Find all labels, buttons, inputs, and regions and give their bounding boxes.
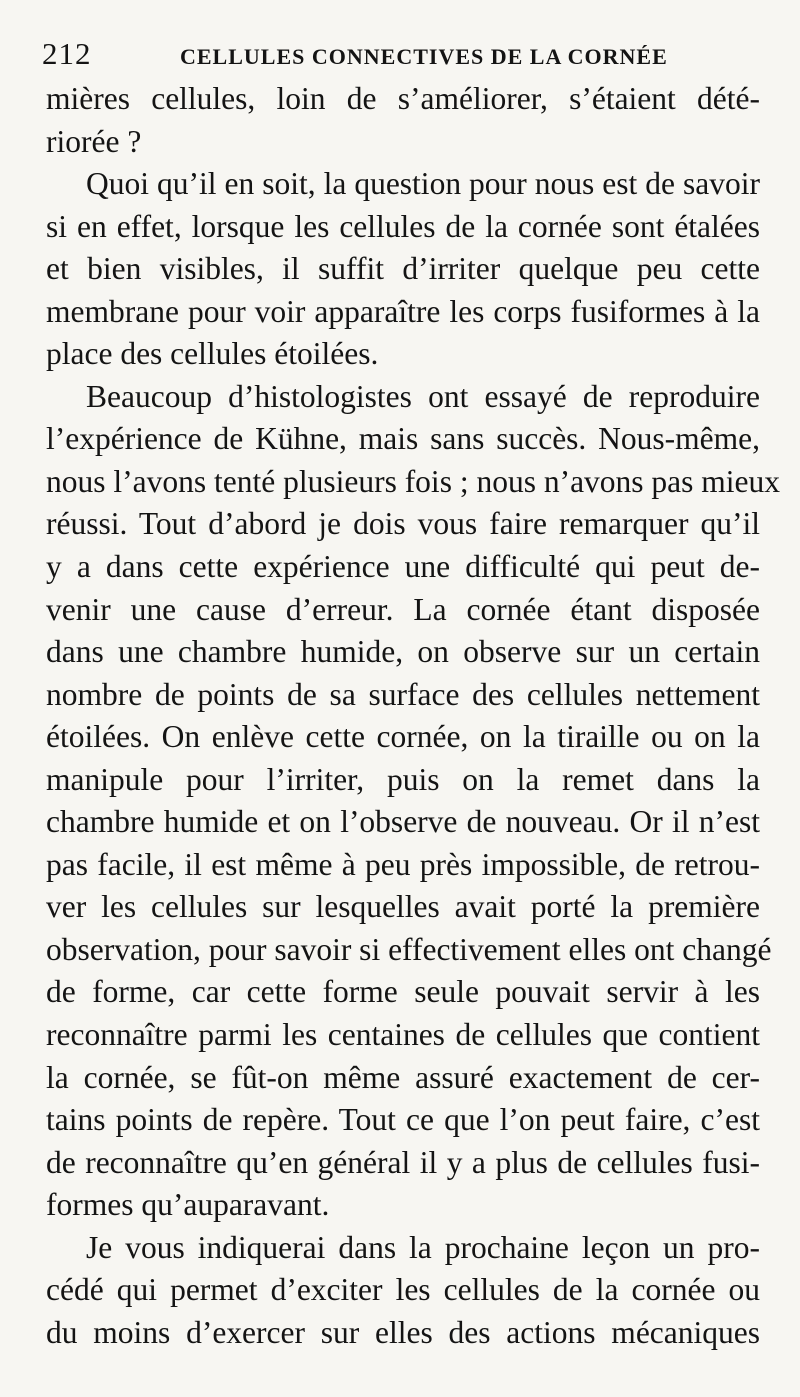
text-line: manipule pour l’irriter, puis on la remet dans la <box>46 761 760 797</box>
text-line: Beaucoup d’histologistes ont essayé de reproduire <box>86 378 760 414</box>
page-number: 212 <box>42 36 92 71</box>
text-line: étoilées. On enlève cette cornée, on la tiraille ou on la <box>46 719 760 755</box>
text-line: riorée ? <box>46 123 142 159</box>
text-line: cédé qui permet d’exciter les cellules de la cornée ou <box>46 1272 760 1308</box>
running-head <box>42 36 756 76</box>
text-line: y a dans cette expérience une difficulté qui peut de- <box>46 549 760 585</box>
text-line: si en effet, lorsque les cellules de la cornée sont étalées <box>46 208 760 244</box>
text-line: membrane pour voir apparaître les corps fusiformes à la <box>46 293 760 329</box>
text-line: dans une chambre humide, on observe sur un certain <box>46 634 760 670</box>
text-line: pas facile, il est même à peu près impossible, de retrou- <box>46 846 760 882</box>
text-line: observation, pour savoir si effectivement elles ont changé <box>46 931 772 967</box>
text-line: et bien visibles, il suffit d’irriter quelque peu cette <box>46 251 760 287</box>
text-line: l’expérience de Kühne, mais sans succès. Nous-même, <box>46 421 760 457</box>
text-line: formes qu’auparavant. <box>46 1187 330 1223</box>
text-line: mières cellules, loin de s’améliorer, s’étaient dété- <box>46 81 760 116</box>
text-line: Je vous indiquerai dans la prochaine leçon un pro- <box>86 1229 760 1265</box>
text-line: ver les cellules sur lesquelles avait porté la première <box>46 889 760 925</box>
text-line: de forme, car cette forme seule pouvait servir à les <box>46 974 760 1010</box>
text-line: nombre de points de sa surface des cellules nettement <box>46 676 760 712</box>
text-line: reconnaître parmi les centaines de cellules que contient <box>46 1017 760 1053</box>
text-line: la cornée, se fût-on même assuré exactement de cer- <box>46 1059 760 1095</box>
text-line: Quoi qu’il en soit, la question pour nous est de savoir <box>86 166 760 202</box>
text-line: du moins d’exercer sur elles des actions mécaniques <box>46 1314 760 1350</box>
text-line: réussi. Tout d’abord je dois vous faire remarquer qu’il <box>46 506 760 542</box>
text-line: place des cellules étoilées. <box>46 336 379 372</box>
running-title: CELLULES CONNECTIVES DE LA CORNÉE <box>180 44 668 69</box>
text-line: de reconnaître qu’en général il y a plus de cellules fusi- <box>46 1144 760 1180</box>
text-line: chambre humide et on l’observe de nouveau. Or il n’est <box>46 804 760 840</box>
text-line: venir une cause d’erreur. La cornée étant disposée <box>46 591 760 627</box>
text-line: tains points de repère. Tout ce que l’on peut faire, c’est <box>46 1102 760 1138</box>
body-text <box>46 78 781 1354</box>
text-line: nous l’avons tenté plusieurs fois ; nous n’avons pas mieux <box>46 463 781 499</box>
